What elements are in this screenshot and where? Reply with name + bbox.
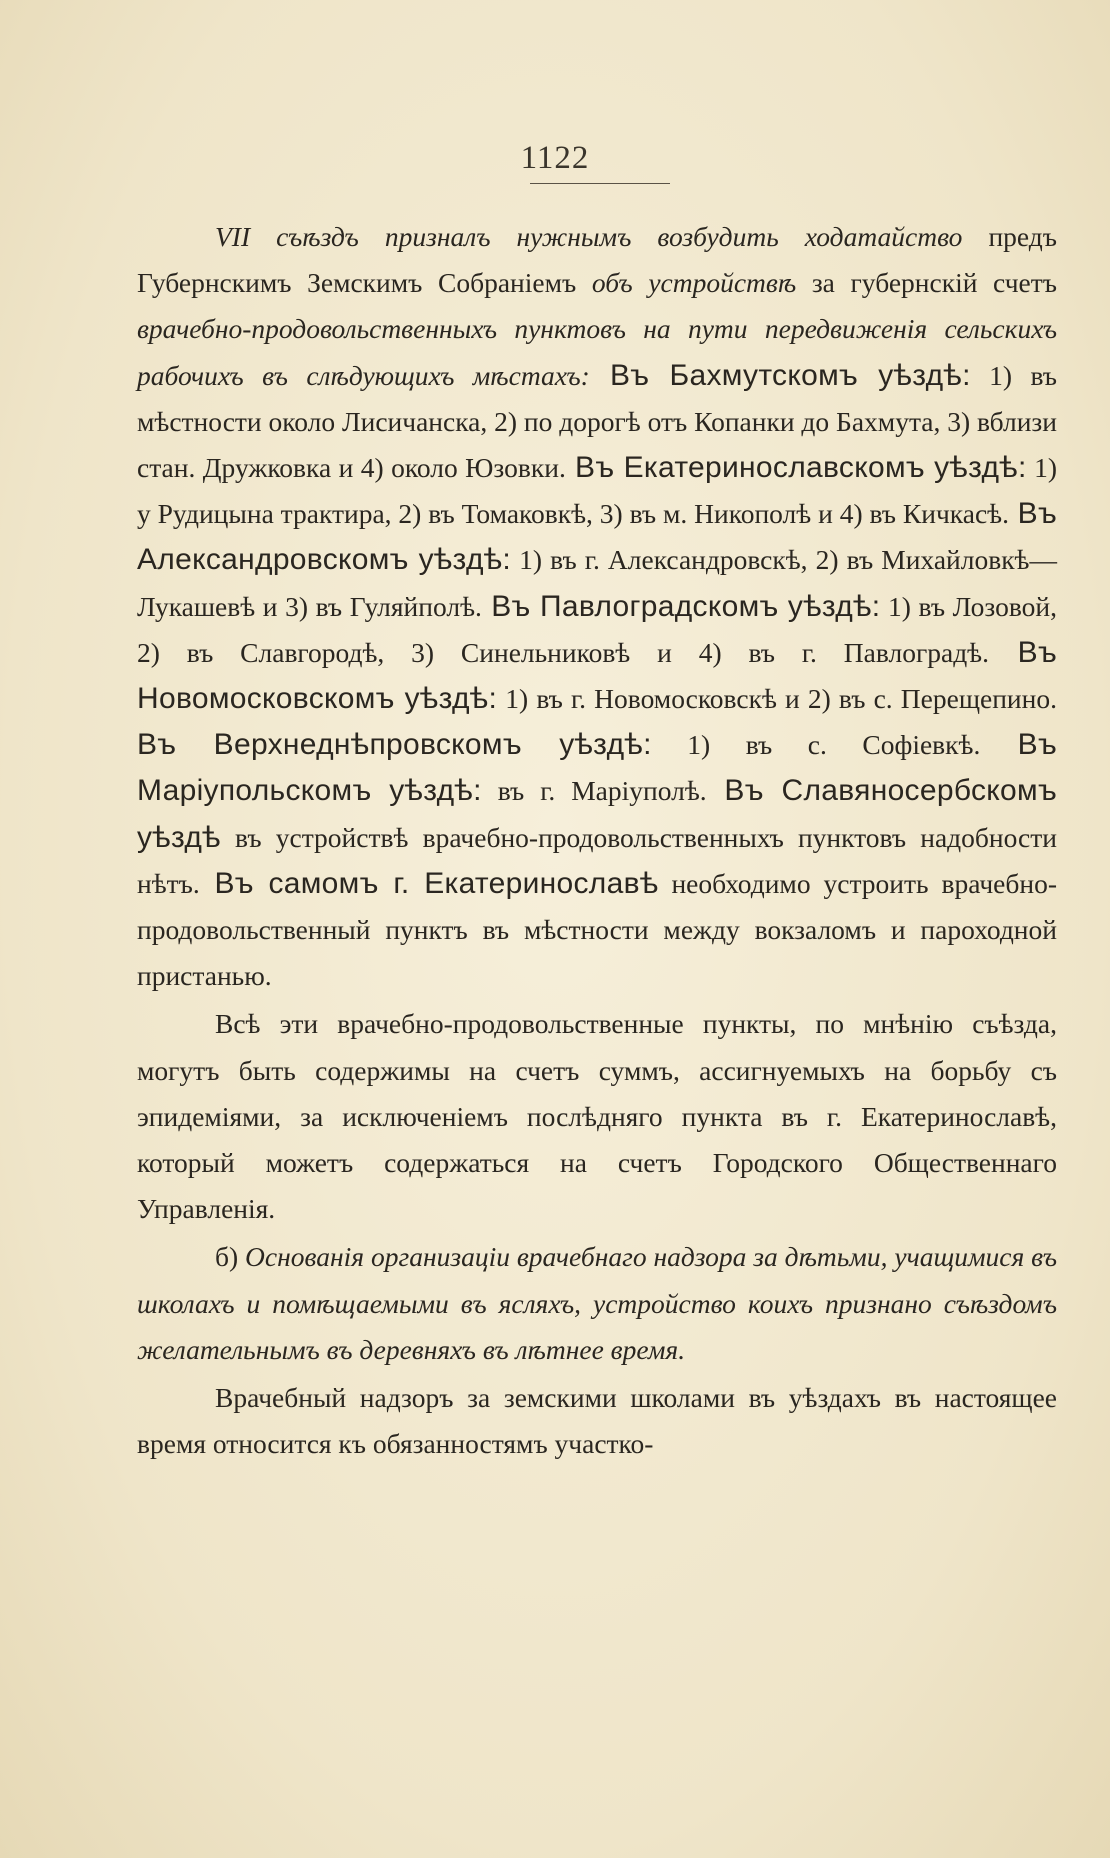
district-points: въ г. Маріуполѣ. bbox=[481, 775, 707, 807]
district-heading: Въ Бахмутскомъ уѣздѣ: bbox=[589, 358, 971, 392]
resolution-text: предъ Губернскимъ Земскимъ Собраніемъ bbox=[137, 221, 1057, 299]
resolution-emphasis: объ устройствѣ bbox=[591, 267, 797, 299]
district-heading: Въ Новомосковскомъ уѣздѣ: bbox=[137, 635, 1057, 716]
district-heading: Въ Екатеринославскомъ уѣздѣ: bbox=[565, 451, 1027, 485]
district-points: 1) въ г. Александровскѣ, 2) въ Михайловкѣ—Лукашевѣ и 3) въ Гуляйполѣ. bbox=[137, 544, 1057, 622]
district-heading: Въ Павлоградскомъ уѣздѣ: bbox=[481, 589, 881, 623]
district-heading: Въ Верхнеднѣпровскомъ уѣздѣ: bbox=[137, 728, 652, 762]
page-number-rule bbox=[530, 183, 670, 184]
district-points: 1) въ мѣстности около Лисичанска, 2) по дорогѣ отъ Копанки до Бахмута, 3) вблизи стан. Дружковка и 4) около Юзовки. bbox=[137, 359, 1057, 484]
resolution-lead: VII съѣздъ призналъ нужнымъ возбудить ходатайство bbox=[215, 221, 963, 252]
district-heading: Въ Александровскомъ уѣздѣ: bbox=[137, 497, 1057, 577]
district-heading: Въ Славяносербскомъ уѣздѣ bbox=[137, 774, 1057, 854]
paragraph-supervision: Врачебный надзоръ за земскими школами въ уѣздахъ въ настоящее время относится къ обязанностямъ участко- bbox=[137, 1382, 1057, 1460]
district-points: 1) въ Лозовой, 2) въ Славгородѣ, 3) Синельниковѣ и 4) въ г. Павлоградѣ. bbox=[137, 590, 1057, 668]
resolution-emphasis: врачебно-продовольственныхъ пунктовъ на пути передвиженія сельскихъ рабочихъ въ слѣдующихъ мѣстахъ: bbox=[137, 313, 1057, 391]
section-label: б) bbox=[215, 1241, 239, 1273]
page-number: 1122 bbox=[520, 140, 590, 176]
district-heading: Въ Маріупольскомъ уѣздѣ: bbox=[137, 728, 1057, 808]
district-points: 1) въ г. Новомосковскѣ и 2) въ с. Перещепино. bbox=[497, 683, 1057, 715]
paragraph-funding: Всѣ эти врачебно-продовольственные пункты, по мнѣнію съѣзда, могутъ быть содержимы на счетъ суммъ, ассигнуемыхъ на борьбу съ эпидеміями, за исключеніемъ послѣдняго пункта въ г. Екатеринославѣ, который можетъ содержаться на счетъ Городского Общественнаго Управленія. bbox=[137, 1008, 1057, 1225]
resolution-text: за губернскій счетъ bbox=[796, 267, 1057, 299]
body-text bbox=[137, 214, 1057, 1467]
district-heading: Въ самомъ г. Екатеринославѣ bbox=[199, 866, 659, 900]
section-title: Основанія организаціи врачебнаго надзора за дѣтьми, учащимися въ школахъ и помѣщаемыми въ ясляхъ, устройство коихъ признано съѣздомъ желательнымъ въ деревняхъ въ лѣтнее время. bbox=[137, 1241, 1057, 1365]
paragraph-section-b bbox=[137, 1234, 1057, 1373]
district-points: необходимо устроить врачебно-продовольственный пунктъ въ мѣстности между вокзаломъ и пароходной пристанью. bbox=[137, 867, 1057, 992]
district-points: въ устройствѣ врачебно-продовольственныхъ пунктовъ надобности нѣтъ. bbox=[137, 821, 1057, 899]
paragraph-resolution bbox=[137, 214, 1057, 999]
district-points: 1) въ с. Софіевкѣ. bbox=[651, 729, 981, 761]
district-points: 1) у Рудицына трактира, 2) въ Томаковкѣ, 3) въ м. Никополѣ и 4) въ Кичкасѣ. bbox=[137, 452, 1057, 530]
